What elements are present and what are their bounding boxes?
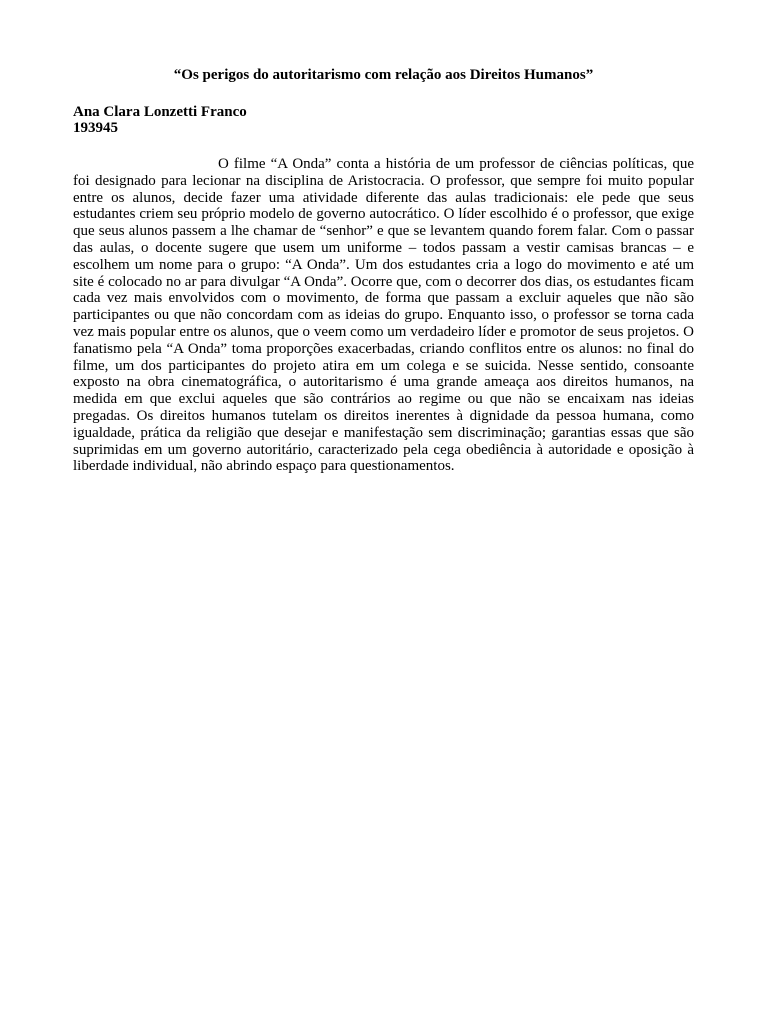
author-id: 193945 <box>73 120 118 136</box>
author-name: Ana Clara Lonzetti Franco <box>73 104 247 120</box>
body-paragraph: O filme “A Onda” conta a história de um professor de ciências políticas, que foi designado para lecionar na disciplina de Aristocracia. O professor, que sempre foi muito popular entre os alunos, decide fazer uma atividade diferente das aulas tradicionais: ele pede que seus estudantes criem seu próprio modelo de governo autocrático. O líder escolhido é o professor, que exige que seus alunos passem a lhe chamar de “senhor” e que se levantem quando forem falar. Com o passar das aulas, o docente sugere que usem um uniforme – todos passam a vestir camisas brancas – e escolhem um nome para o grupo: “A Onda”. Um dos estudantes cria a logo do movimento e até um site é colocado no ar para divulgar “A Onda”. Ocorre que, com o decorrer dos dias, os estudantes ficam cada vez mais envolvidos com o movimento, de forma que passam a excluir aqueles que não são participantes ou que não concordam com as ideias do grupo. Enquanto isso, o professor se torna cada vez mais popular entre os alunos, que o veem como um verdadeiro líder e promotor de seus projetos. O fanatismo pela “A Onda” toma proporções exacerbadas, criando conflitos entre os alunos: no final do filme, um dos participantes do projeto atira em um colega e se suicida. Nesse sentido, consoante exposto na obra cinematográfica, o autoritarismo é uma grande ameaça aos direitos humanos, na medida em que exclui aqueles que são contrários ao regime ou que não se encaixam nas ideias pregadas. Os direitos humanos tutelam os direitos inerentes à dignidade da pessoa humana, como igualdade, prática da religião que desejar e manifestação sem discriminação; garantias essas que são suprimidas em um governo autoritário, caracterizado pela cega obediência à autoridade e oposição à liberdade individual, não abrindo espaço para questionamentos. <box>73 156 694 475</box>
document-title: “Os perigos do autoritarismo com relação aos Direitos Humanos” <box>173 67 594 83</box>
document-page <box>73 66 694 490</box>
author-block <box>73 104 694 136</box>
